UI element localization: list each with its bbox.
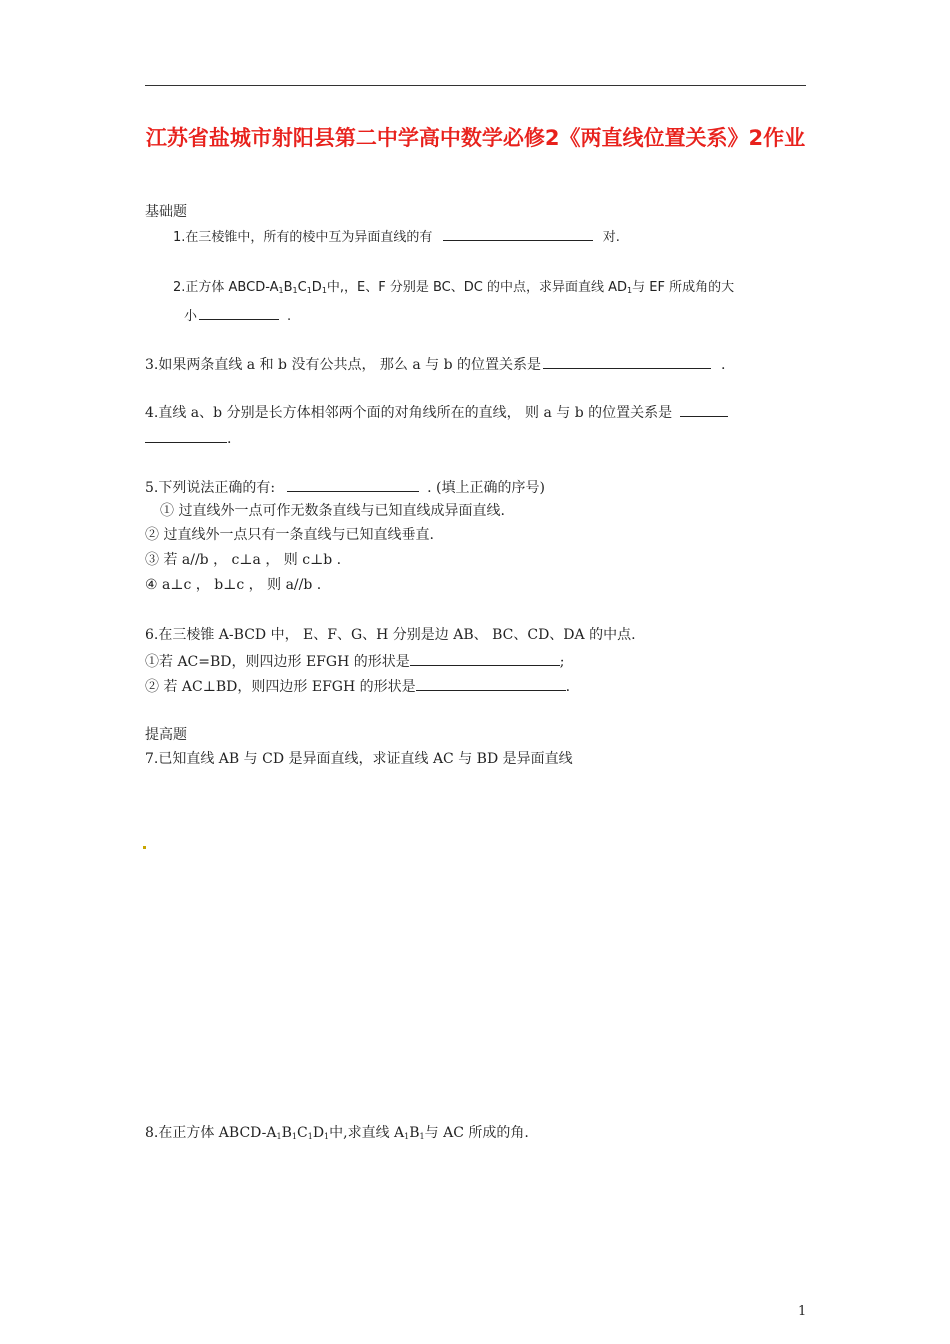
q8-part: C (297, 1125, 308, 1141)
question-2 (173, 279, 734, 300)
section-advanced: 提高题 (145, 727, 187, 743)
q1-answer-blank[interactable] (443, 226, 593, 241)
q4-answer-blank[interactable] (680, 402, 728, 417)
q5-option-1: ① 过直线外一点可作无数条直线与已知直线成异面直线. (160, 503, 505, 519)
question-6a (145, 651, 564, 671)
section-basic: 基础题 (145, 204, 187, 220)
q4-text: 4.直线 a、b 分别是长方体相邻两个面的对角线所在的直线， 则 a 与 b 的位置关系是 (145, 405, 673, 421)
q4-answer-blank-cont[interactable] (145, 428, 227, 443)
q6a-text: ①若 AC=BD，则四边形 EFGH 的形状是 (145, 654, 410, 670)
q2-sub: 1 (321, 286, 327, 295)
q5-tail: . (填上正确的序号) (427, 480, 545, 496)
q3-tail: . (721, 357, 726, 373)
q2-line2-text: 小 (184, 309, 198, 324)
q2-sub: 1 (292, 286, 298, 295)
q8-post2: 与 AC 所成的角. (424, 1125, 529, 1141)
q8-part: B (409, 1125, 420, 1141)
header-rule (145, 85, 806, 86)
q6a-answer-blank[interactable] (410, 651, 560, 666)
q6b-text: ② 若 AC⊥BD，则四边形 EFGH 的形状是 (145, 679, 416, 695)
q2-answer-blank[interactable] (199, 305, 279, 320)
q8-post: 中,求直线 A (329, 1125, 405, 1141)
q5-option-3: ③ 若 a//b ， c⊥a ， 则 c⊥b . (145, 552, 342, 568)
question-4 (145, 402, 728, 422)
question-8 (145, 1124, 529, 1146)
q8-sub: 1 (419, 1132, 425, 1141)
page-number: 1 (798, 1304, 807, 1319)
q8-sub: 1 (291, 1132, 297, 1141)
scan-speck (143, 846, 146, 849)
q2-post: 中,，E、F 分别是 BC、DC 的中点，求异面直线 AD (326, 280, 628, 295)
q6b-tail: . (565, 679, 571, 695)
q5-text: 5.下列说法正确的有: (145, 480, 276, 496)
q2-sub: 1 (306, 286, 312, 295)
q8-pre: 8.在正方体 ABCD-A (145, 1125, 277, 1141)
page-title: 江苏省盐城市射阳县第二中学高中数学必修2《两直线位置关系》2作业 (145, 126, 806, 150)
question-7: 7.已知直线 AB 与 CD 是异面直线，求证直线 AC 与 BD 是异面直线 (145, 751, 573, 767)
q8-sub: 1 (276, 1132, 282, 1141)
q2-tail: . (287, 309, 292, 324)
question-4-line2 (145, 428, 231, 448)
q1-tail: 对. (602, 230, 620, 245)
q2-pre: 2.正方体 ABCD-A (173, 280, 279, 295)
q2-sub: 1 (278, 286, 284, 295)
question-5 (145, 477, 545, 497)
q4-tail: . (227, 431, 232, 447)
question-2-line2 (184, 305, 291, 326)
q2-part: D (311, 280, 322, 295)
q6b-answer-blank[interactable] (416, 676, 566, 691)
question-1 (173, 226, 620, 247)
q8-sub: 1 (324, 1132, 330, 1141)
q3-answer-blank[interactable] (543, 354, 711, 369)
q8-part: B (281, 1125, 292, 1141)
q2-part: C (297, 280, 307, 295)
q5-option-4: ④ a⊥c ， b⊥c ， 则 a//b . (145, 577, 322, 593)
question-3 (145, 354, 725, 374)
q8-sub: 1 (307, 1132, 313, 1141)
question-6b (145, 676, 570, 696)
q5-option-2: ② 过直线外一点只有一条直线与已知直线垂直. (145, 527, 434, 543)
q2-sub: 1 (627, 286, 633, 295)
q3-text: 3.如果两条直线 a 和 b 没有公共点， 那么 a 与 b 的位置关系是 (145, 357, 542, 373)
q2-post2: 与 EF 所成角的大 (632, 280, 735, 295)
q1-text: 1.在三棱锥中，所有的棱中互为异面直线的有 (173, 230, 433, 245)
q6a-tail: ; (559, 654, 565, 670)
question-6: 6.在三棱锥 A-BCD 中， E、F、G、H 分别是边 AB、 BC、CD、DA 的中点. (145, 627, 636, 643)
q8-sub: 1 (404, 1132, 410, 1141)
q5-answer-blank[interactable] (287, 477, 419, 492)
q2-part: B (283, 280, 293, 295)
q8-part: D (312, 1125, 325, 1141)
